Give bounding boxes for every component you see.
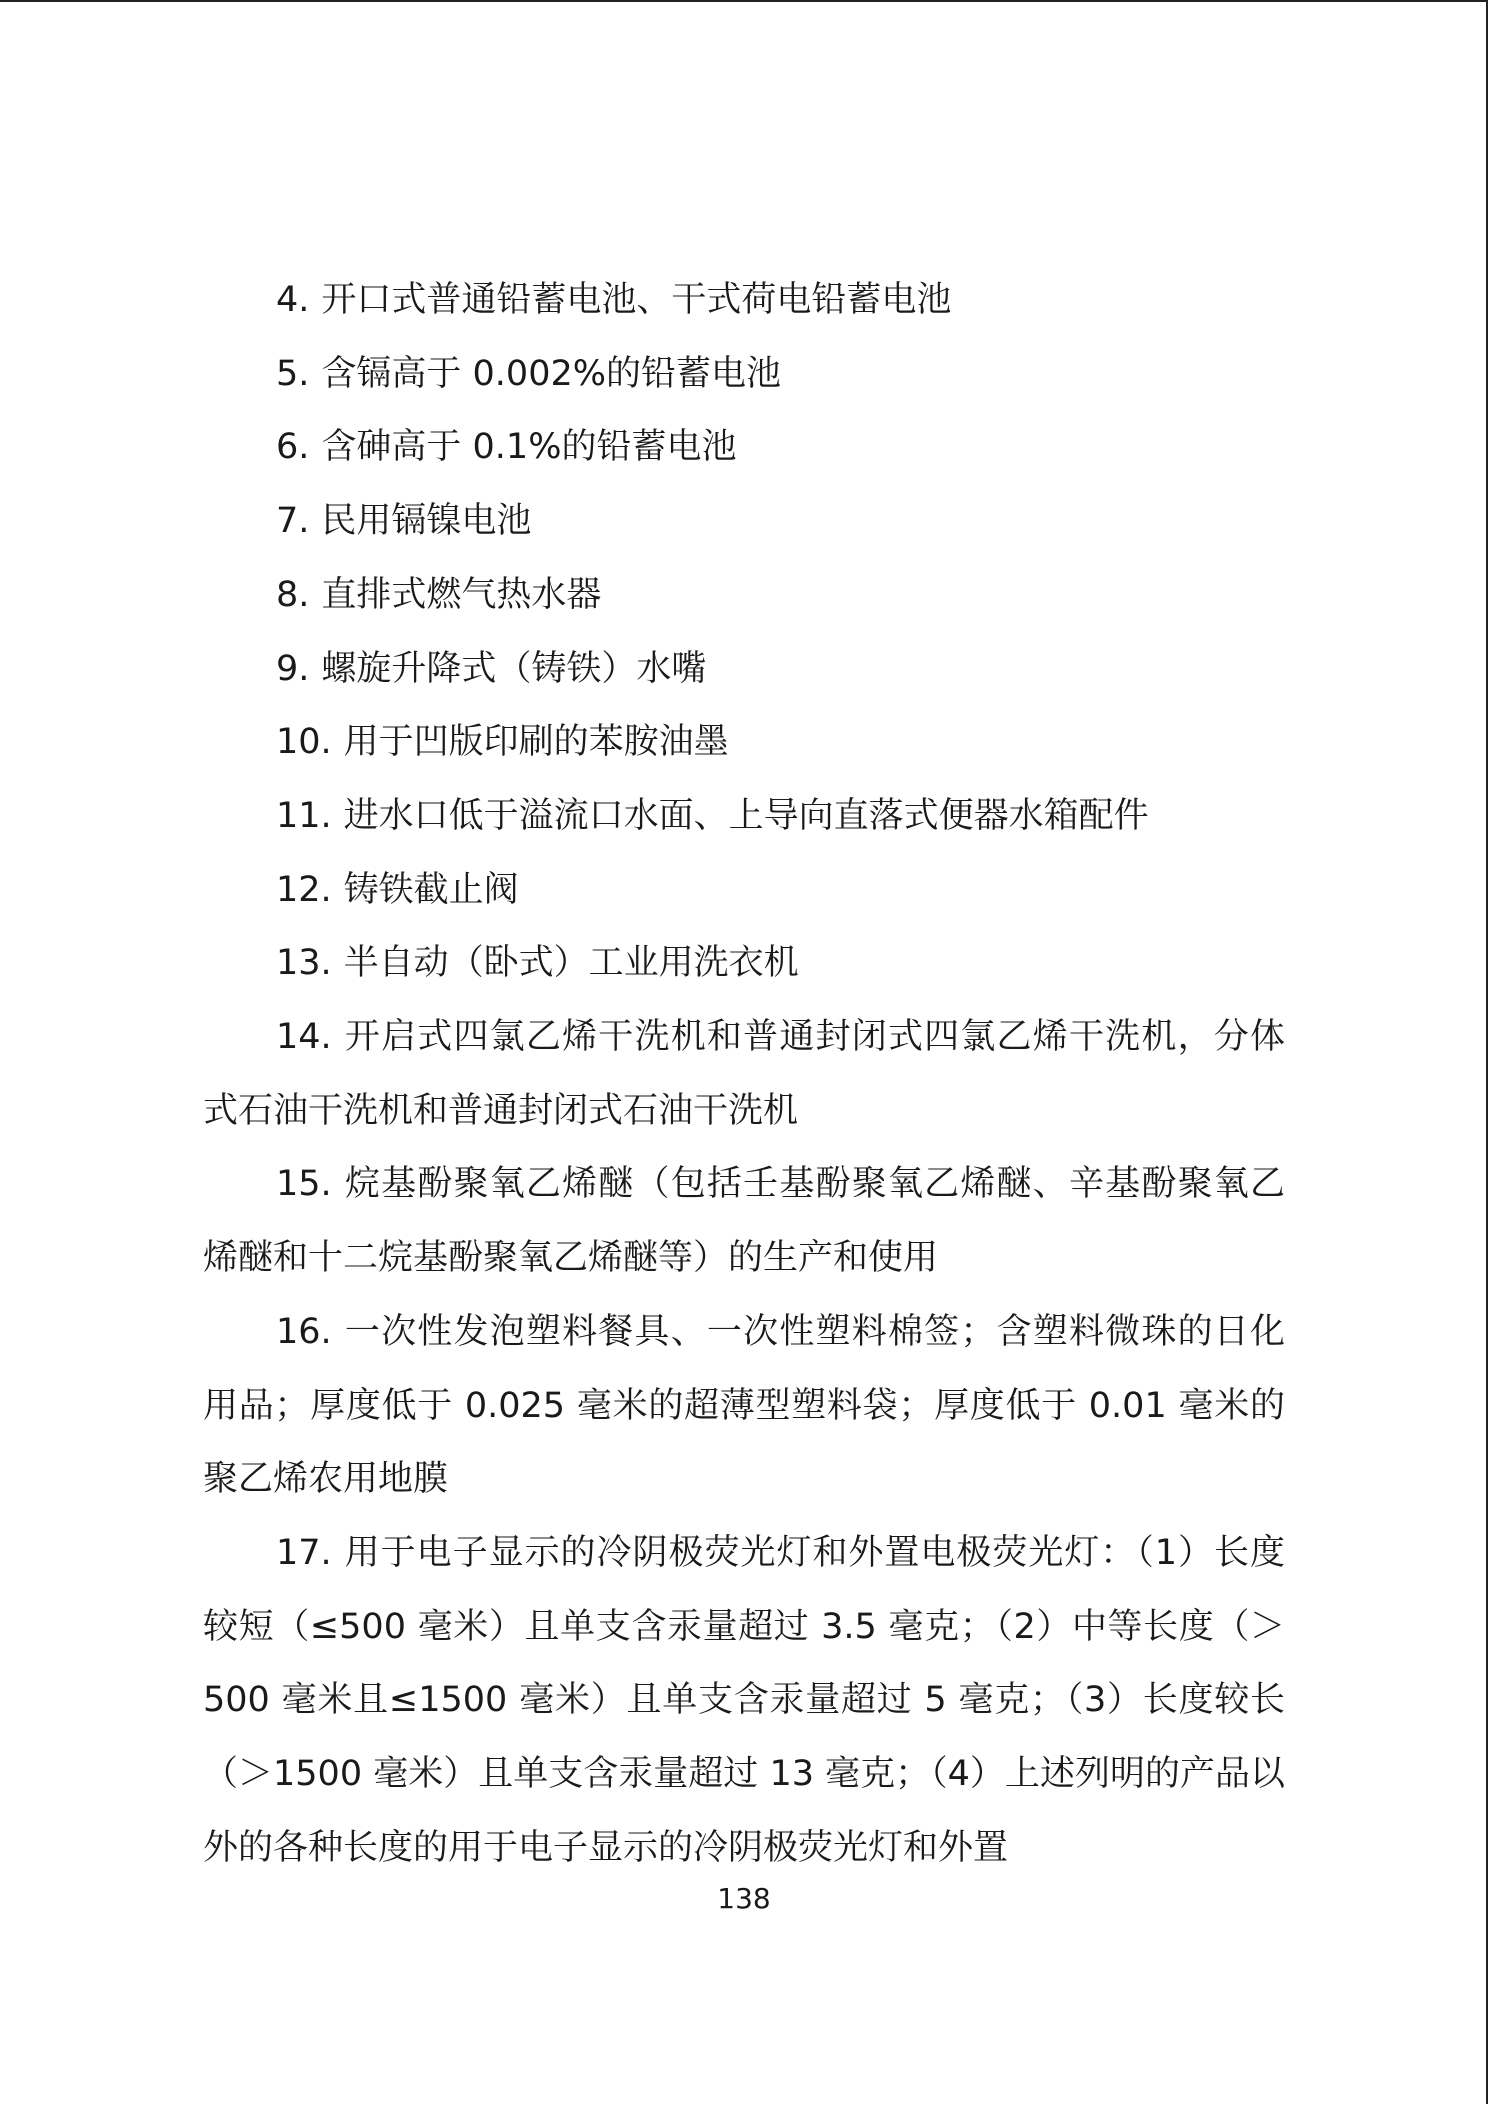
- item-number: 6.: [276, 427, 310, 468]
- item-text: 进水口低于溢流口水面、上导向直落式便器水箱配件: [343, 795, 1149, 836]
- item-text: 螺旋升降式（铸铁）水嘴: [321, 648, 707, 689]
- item-number: 14.: [276, 1017, 332, 1058]
- list-item: [203, 559, 1285, 633]
- item-number: 4.: [276, 280, 310, 320]
- item-number: 17.: [276, 1532, 332, 1573]
- list-item: [203, 411, 1285, 485]
- item-number: 7.: [276, 501, 310, 542]
- list-item: [203, 706, 1285, 780]
- page-number: 138: [717, 1882, 771, 1915]
- item-number: 16.: [276, 1311, 332, 1352]
- item-number: 8.: [276, 574, 310, 615]
- list-item: [203, 780, 1285, 854]
- list-item: [203, 338, 1285, 412]
- list-item: [203, 1517, 1285, 1886]
- item-text: 铸铁截止阀: [343, 869, 519, 910]
- item-text: 烷基酚聚氧乙烯醚（包括壬基酚聚氧乙烯醚、辛基酚聚氧乙烯醚和十二烷基酚聚氧乙烯醚等）的生产和使用: [203, 1164, 1285, 1279]
- list-item: [203, 1001, 1285, 1148]
- item-number: 15.: [276, 1164, 332, 1205]
- item-number: 13.: [276, 943, 332, 984]
- item-text: 开口式普通铅蓄电池、干式荷电铅蓄电池: [321, 280, 952, 320]
- item-text: 民用镉镍电池: [321, 501, 532, 542]
- item-text: 开启式四氯乙烯干洗机和普通封闭式四氯乙烯干洗机，分体式石油干洗机和普通封闭式石油干洗机: [203, 1017, 1285, 1131]
- item-text: 一次性发泡塑料餐具、一次性塑料棉签；含塑料微珠的日化用品；厚度低于 0.025 毫米的超薄型塑料袋；厚度低于 0.01 毫米的聚乙烯农用地膜: [203, 1311, 1285, 1500]
- item-text: 半自动（卧式）工业用洗衣机: [343, 943, 799, 984]
- list-item: [203, 927, 1285, 1001]
- item-number: 9.: [276, 648, 310, 689]
- item-text: 含镉高于 0.002%的铅蓄电池: [321, 353, 781, 394]
- page-top-border: [0, 0, 1488, 2]
- item-text: 含砷高于 0.1%的铅蓄电池: [321, 427, 737, 468]
- item-text: 用于凹版印刷的苯胺油墨: [343, 722, 729, 763]
- item-number: 12.: [276, 869, 332, 910]
- item-number: 11.: [276, 795, 332, 836]
- list-item: [203, 1148, 1285, 1295]
- list-item: [203, 1296, 1285, 1517]
- list-item: [203, 264, 1285, 338]
- list-item: [203, 854, 1285, 928]
- list-item: [203, 485, 1285, 559]
- item-list: [203, 264, 1285, 1885]
- list-item: [203, 633, 1285, 707]
- item-text: 用于电子显示的冷阴极荧光灯和外置电极荧光灯：（1）长度较短（≤500 毫米）且单支含汞量超过 3.5 毫克；（2）中等长度（＞500 毫米且≤1500 毫米）且单支含汞量超过 5 毫克；（3）长度较长（＞1500 毫米）且单支含汞量超过 13 毫克；（4）上述列明的产品以外的各种长度的用于电子显示的冷阴极荧光灯和外置: [203, 1532, 1285, 1868]
- item-number: 5.: [276, 353, 310, 394]
- item-text: 直排式燃气热水器: [321, 574, 602, 615]
- item-number: 10.: [276, 722, 332, 763]
